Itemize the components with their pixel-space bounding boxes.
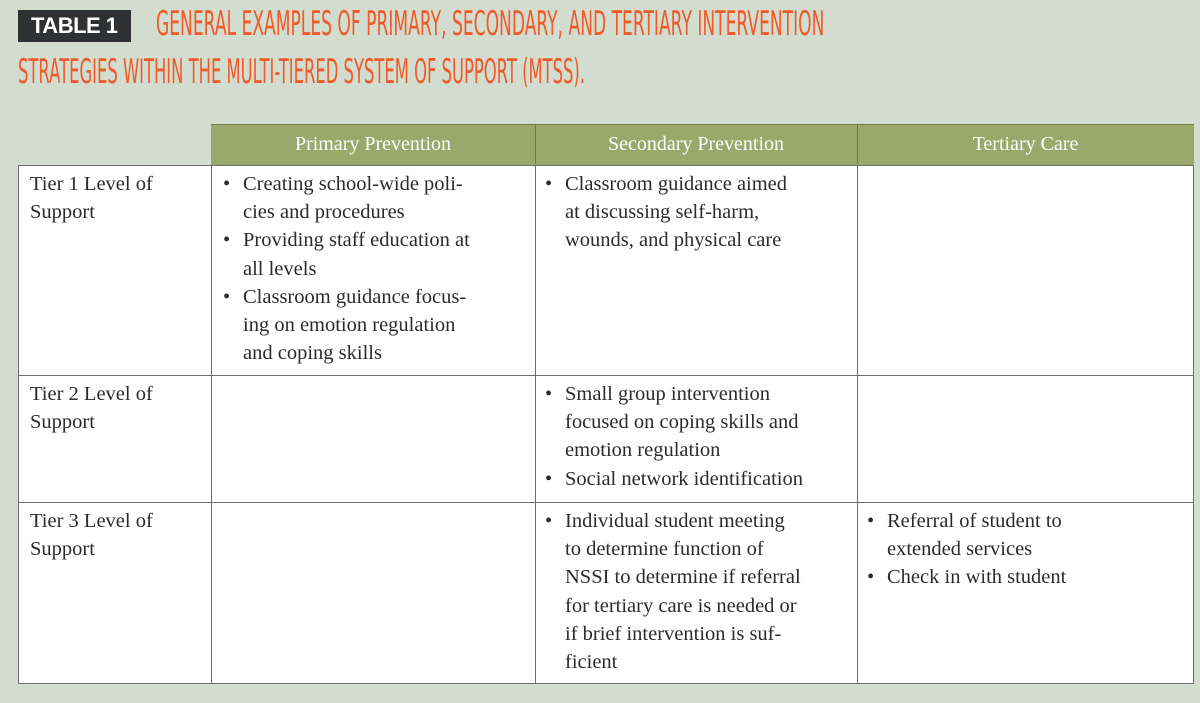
header-separator — [535, 124, 536, 164]
row-label-tier-3 — [30, 507, 205, 563]
row-label-tier-2 — [30, 380, 205, 436]
column-header-primary: Primary Prevention — [294, 133, 452, 155]
list-item — [543, 465, 857, 493]
row-label-line: Support — [30, 538, 95, 561]
list-item — [865, 507, 1190, 563]
cell-tier-1-primary — [221, 170, 531, 367]
list-item — [221, 170, 531, 226]
list-item — [865, 563, 1190, 591]
text-line: wounds, and physical care — [565, 229, 782, 252]
text-line: ficient — [565, 651, 618, 674]
row-border — [18, 683, 1194, 684]
text-line: • Small group intervention — [565, 383, 770, 405]
column-header-tertiary: Tertiary Care — [972, 133, 1079, 155]
text-line: • Individual student meeting — [565, 510, 785, 532]
text-line: • Classroom guidance focus- — [243, 285, 467, 308]
column-border — [857, 165, 858, 684]
row-label-line: Tier 3 Level of — [30, 510, 153, 532]
list-item — [543, 380, 857, 465]
header-separator — [857, 124, 858, 164]
table-title-line-2: STRATEGIES WITHIN THE MULTI-TIERED SYSTEM OF SUPPORT (MTSS). — [18, 52, 586, 92]
text-line: • Classroom guidance aimed — [565, 173, 788, 195]
text-line: to determine function of — [565, 538, 764, 561]
text-line: • Check in with student — [887, 566, 1067, 589]
column-border — [18, 165, 19, 684]
column-border — [1193, 165, 1194, 684]
text-line: all levels — [243, 257, 317, 280]
list-item — [543, 170, 853, 255]
text-line: • Providing staff education at — [243, 229, 470, 252]
text-line: focused on coping skills and — [565, 411, 799, 434]
text-line: • Referral of student to — [887, 510, 1062, 532]
list-item — [221, 226, 531, 282]
table-body — [18, 165, 1194, 684]
cell-tier-3-secondary — [543, 507, 857, 676]
table-title-line-1: GENERAL EXAMPLES OF PRIMARY, SECONDARY, AND TERTIARY INTERVENTION — [156, 4, 825, 44]
text-line: and coping skills — [243, 342, 382, 365]
cell-tier-1-secondary — [543, 170, 853, 255]
text-line: • Creating school-wide poli- — [243, 173, 463, 195]
text-line: at discussing self-harm, — [565, 201, 760, 224]
column-border — [211, 165, 212, 684]
text-line: cies and procedures — [243, 201, 405, 224]
cell-tier-3-tertiary — [865, 507, 1190, 592]
text-line: for tertiary care is needed or — [565, 594, 797, 617]
row-border — [18, 165, 1194, 166]
text-line: extended services — [887, 538, 1033, 561]
row-border — [18, 375, 1194, 376]
text-line: NSSI to determine if referral — [565, 566, 801, 589]
table-number-badge: TABLE 1 — [18, 10, 131, 42]
row-label-line: Tier 2 Level of — [30, 383, 153, 405]
column-border — [535, 165, 536, 684]
list-item — [543, 507, 857, 676]
text-line: ing on emotion regulation — [243, 314, 456, 337]
row-label-line: Support — [30, 201, 95, 224]
column-header-secondary: Secondary Prevention — [607, 133, 785, 155]
row-label-line: Support — [30, 411, 95, 434]
cell-tier-2-secondary — [543, 380, 857, 493]
text-line: if brief intervention is suf- — [565, 622, 782, 645]
text-line: emotion regulation — [565, 439, 721, 462]
intervention-table — [18, 124, 1194, 684]
row-label-tier-1 — [30, 170, 205, 226]
list-item — [221, 283, 531, 368]
text-line: • Social network identification — [565, 467, 803, 490]
row-border — [18, 502, 1194, 503]
row-label-line: Tier 1 Level of — [30, 173, 153, 195]
